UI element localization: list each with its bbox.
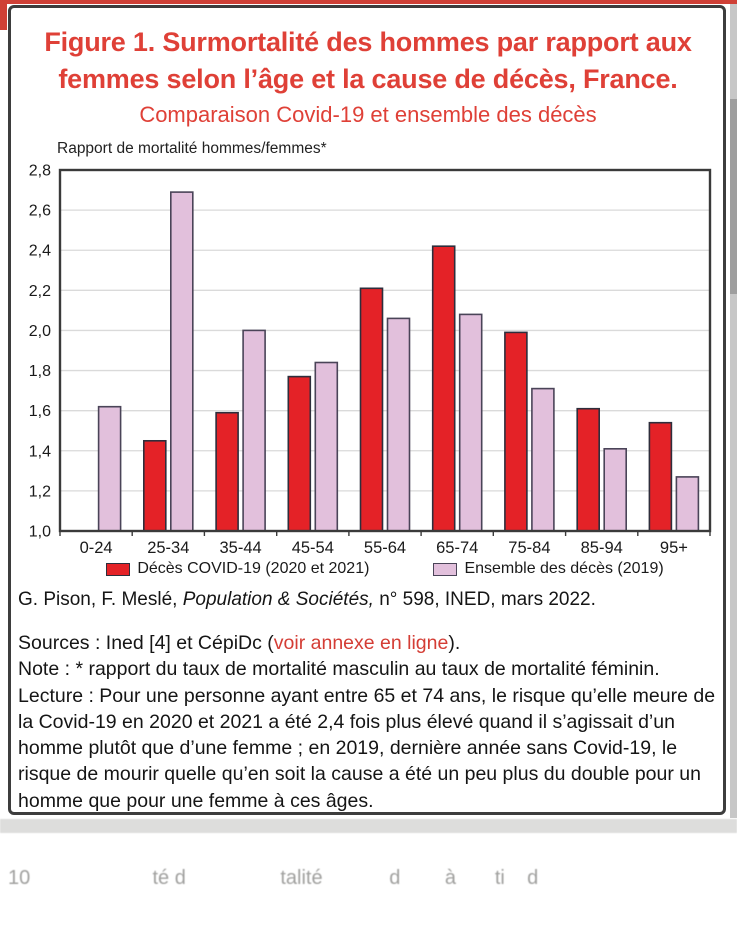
svg-text:25-34: 25-34	[147, 539, 190, 557]
figure-subtitle: Comparaison Covid-19 et ensemble des décès	[139, 102, 597, 127]
svg-text:55-64: 55-64	[363, 539, 407, 557]
citation-line	[18, 589, 596, 611]
legend-item-ensemble	[433, 560, 663, 578]
legend-label-ensemble: Ensemble des décès (2019)	[464, 560, 664, 577]
y-axis-title: Rapport de mortalité hommes/femmes*	[57, 140, 327, 157]
scrollbar-thumb[interactable]	[730, 99, 737, 294]
note-line: Note : * rapport du taux de mortalité masculin au taux de mortalité féminin.	[18, 658, 660, 681]
citation-authors: G. Pison, F. Meslé,	[18, 589, 183, 610]
citation-issue: n° 598, INED, mars 2022.	[373, 589, 596, 610]
svg-text:65-74: 65-74	[436, 539, 479, 557]
svg-text:75-84: 75-84	[508, 539, 551, 557]
notes-block	[18, 630, 724, 814]
svg-text:2,2: 2,2	[28, 282, 51, 300]
svg-text:2,0: 2,0	[28, 322, 51, 340]
bar-chart	[0, 157, 728, 567]
figure-title-line2: femmes selon l’âge et la cause de décès, France.	[58, 64, 678, 94]
clipped-text-fragment: té d talité d à ti d	[30, 867, 539, 889]
legend-swatch-covid	[106, 563, 130, 576]
legend-swatch-ensemble	[433, 563, 457, 576]
svg-text:1,6: 1,6	[28, 403, 51, 421]
page-bottom-edge	[0, 819, 737, 889]
sources-line	[18, 630, 724, 656]
svg-text:95+: 95+	[659, 539, 688, 557]
sources-prefix: Sources : Ined [4] et CépiDc (	[18, 632, 274, 654]
svg-text:35-44: 35-44	[219, 539, 262, 557]
svg-text:1,0: 1,0	[28, 523, 51, 541]
figure-title	[20, 24, 716, 98]
svg-text:45-54: 45-54	[291, 539, 334, 557]
svg-text:1,2: 1,2	[28, 483, 51, 501]
svg-text:2,6: 2,6	[28, 202, 51, 220]
clipped-next-line	[0, 867, 737, 890]
next-page-number: 10	[8, 867, 31, 889]
svg-text:1,4: 1,4	[28, 443, 51, 461]
legend-label-covid: Décès COVID-19 (2020 et 2021)	[137, 560, 370, 577]
chart-legend	[60, 560, 710, 578]
annex-link[interactable]: voir annexe en ligne	[273, 632, 449, 654]
legend-item-covid	[106, 560, 369, 578]
page-top-red-rule	[0, 0, 737, 4]
page-left-red-mark	[0, 0, 7, 30]
svg-text:1,8: 1,8	[28, 363, 51, 381]
figure-title-line1: Figure 1. Surmortalité des hommes par rapport aux	[44, 27, 692, 57]
page-right-edge	[730, 4, 737, 818]
citation-journal: Population & Sociétés,	[182, 589, 374, 610]
svg-text:0-24: 0-24	[79, 539, 113, 557]
svg-text:2,8: 2,8	[28, 162, 51, 180]
lecture-text: Lecture : Pour une personne ayant entre 65 et 74 ans, le risque qu’elle meure de la Covid-19 en 2020 et 2021 a été 2,4 fois plus élevé quand il s’agissait d’un homme plutôt que d’une femme ; en 2019, dernière année sans Covid-19, le risque de mourir quelle qu’en soit la cause a été un peu plus du double pour un homme que pour une femme à ces âges.	[18, 684, 716, 812]
svg-text:2,4: 2,4	[28, 242, 51, 260]
svg-text:85-94: 85-94	[580, 539, 623, 557]
sources-suffix: ).	[448, 632, 461, 654]
